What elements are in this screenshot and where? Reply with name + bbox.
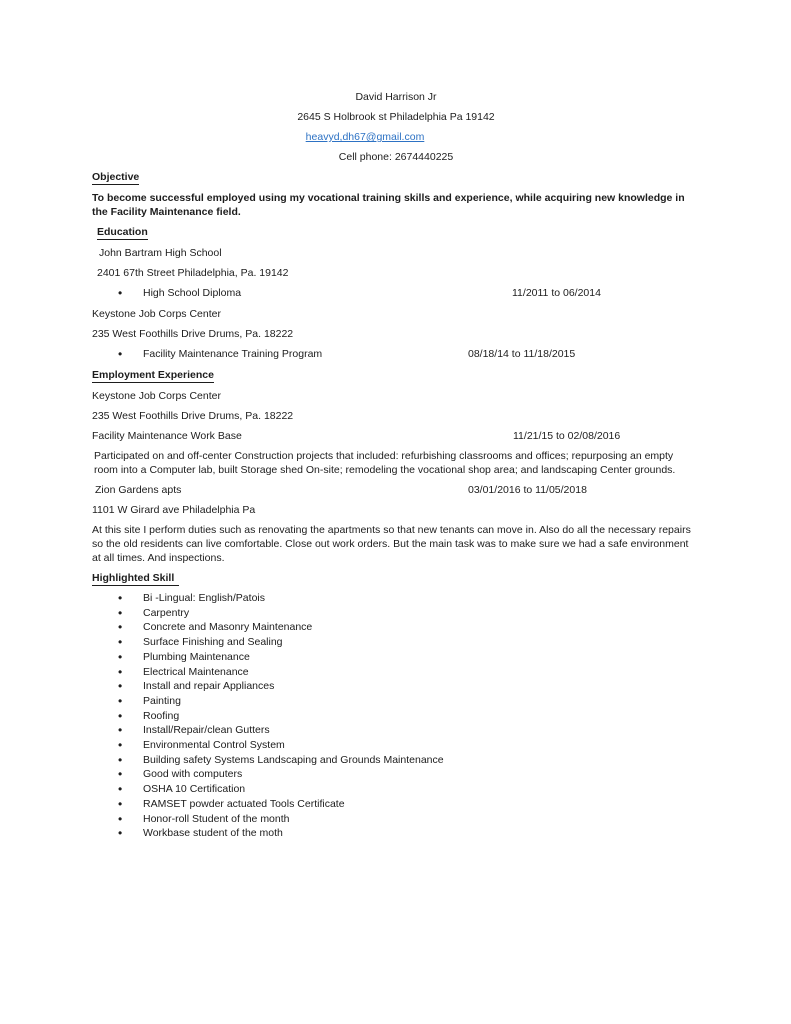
skill-item (92, 592, 700, 607)
school-name: John Bartram High School (99, 247, 222, 259)
bullet-icon (118, 622, 122, 634)
education-section (92, 225, 700, 362)
skill-item (92, 724, 700, 739)
objective-section (92, 170, 700, 219)
skill-label: Building safety Systems Landscaping and Grounds Maintenance (143, 753, 444, 766)
employer-name: Zion Gardens apts (95, 484, 182, 496)
bullet-icon (118, 799, 122, 811)
job-title-row (92, 429, 700, 443)
bullet-icon (118, 769, 122, 781)
skill-label: Bi -Lingual: English/Patois (143, 592, 265, 604)
education-entry (92, 286, 700, 301)
bullet-icon (118, 725, 122, 737)
program-dates: 08/18/14 to 11/18/2015 (468, 348, 576, 360)
bullet-icon (118, 828, 122, 840)
skills-section (92, 571, 700, 842)
employer-address: 1101 W Girard ave Philadelphia Pa (92, 504, 256, 516)
skill-label: Environmental Control System (143, 739, 285, 752)
bullet-icon (118, 784, 122, 796)
education-entry (92, 347, 700, 362)
skill-item (92, 754, 700, 769)
program-dates: 11/2011 to 06/2014 (512, 287, 601, 299)
skill-label: Install/Repair/clean Gutters (143, 724, 270, 737)
job-dates: 11/21/15 to 02/08/2016 (513, 430, 621, 442)
skill-item (92, 636, 700, 651)
skill-label: OSHA 10 Certification (143, 783, 246, 796)
skill-item (92, 651, 700, 666)
email-link[interactable]: heavyd,dh67@gmail.com (305, 131, 425, 143)
school-name: Keystone Job Corps Center (92, 308, 221, 320)
skills-list (92, 592, 700, 842)
objective-text: To become successful employed using my vocational training skills and experience, while acquiring new knowledge in the Facility Maintenance field. (92, 192, 685, 218)
bullet-icon (118, 755, 122, 767)
skill-item (92, 710, 700, 725)
employer-address: 235 West Foothills Drive Drums, Pa. 18222 (92, 410, 294, 422)
employment-section (92, 368, 700, 565)
skill-label: Concrete and Masonry Maintenance (143, 621, 313, 634)
job-description: Participated on and off-center Construction projects that included: refurbishing classrooms and offices; repurposing an empty room into a Computer lab, built Storage shed On-site; remodeling the vocational shop area; and landscaping Center grounds. (94, 450, 676, 476)
skill-item (92, 666, 700, 681)
bullet-icon (118, 349, 122, 361)
bullet-icon (118, 593, 122, 605)
program-name: Facility Maintenance Training Program (143, 348, 323, 360)
skill-item (92, 739, 700, 754)
bullet-icon (118, 652, 122, 664)
bullet-icon (118, 288, 122, 300)
skill-item (92, 768, 700, 783)
bullet-icon (118, 667, 122, 679)
job-title-row (92, 483, 700, 497)
objective-heading: Objective (92, 171, 140, 183)
skill-label: Install and repair Appliances (143, 680, 275, 693)
email-line (61, 130, 669, 144)
skills-heading: Highlighted Skill (92, 571, 179, 586)
skill-label: Plumbing Maintenance (143, 650, 250, 663)
bullet-icon (118, 814, 122, 826)
bullet-icon (118, 696, 122, 708)
employment-heading: Employment Experience (92, 369, 214, 381)
bullet-icon (118, 608, 122, 620)
bullet-icon (118, 740, 122, 752)
skill-item (92, 813, 700, 828)
school-address: 2401 67th Street Philadelphia, Pa. 19142 (97, 267, 289, 279)
street-address: 2645 S Holbrook st Philadelphia Pa 19142 (297, 111, 495, 123)
skill-item (92, 695, 700, 710)
bullet-icon (118, 681, 122, 693)
skill-label: Carpentry (143, 606, 190, 619)
skill-label: Workbase student of the moth (143, 827, 283, 840)
job-dates: 03/01/2016 to 11/05/2018 (468, 484, 587, 496)
skill-item (92, 607, 700, 622)
skill-label: Painting (143, 694, 181, 707)
skill-label: Good with computers (143, 768, 243, 781)
cell-phone: Cell phone: 2674440225 (338, 151, 454, 163)
skill-item (92, 783, 700, 798)
bullet-icon (118, 637, 122, 649)
person-name: David Harrison Jr (355, 91, 437, 103)
skill-item (92, 621, 700, 636)
program-name: High School Diploma (143, 287, 242, 299)
bullet-icon (118, 711, 122, 723)
skill-item (92, 798, 700, 813)
skill-label: Honor-roll Student of the month (143, 812, 290, 825)
skill-label: Surface Finishing and Sealing (143, 636, 283, 649)
school-address: 235 West Foothills Drive Drums, Pa. 18222 (92, 328, 294, 340)
skill-label: Roofing (143, 709, 180, 722)
skill-label: RAMSET powder actuated Tools Certificate (143, 797, 345, 810)
education-heading: Education (97, 226, 148, 238)
skill-label: Electrical Maintenance (143, 665, 249, 678)
employer-name: Keystone Job Corps Center (92, 390, 221, 402)
skill-item (92, 680, 700, 695)
contact-header (92, 90, 700, 164)
job-description: At this site I perform duties such as renovating the apartments so that new tenants can move in. Also do all the necessary repairs so the old residents can live comfortable. Close out work orders. But the main task was to make sure we had a safe environment at all times. And inspections. (92, 524, 691, 564)
job-title: Facility Maintenance Work Base (92, 430, 242, 442)
skill-item (92, 827, 700, 842)
